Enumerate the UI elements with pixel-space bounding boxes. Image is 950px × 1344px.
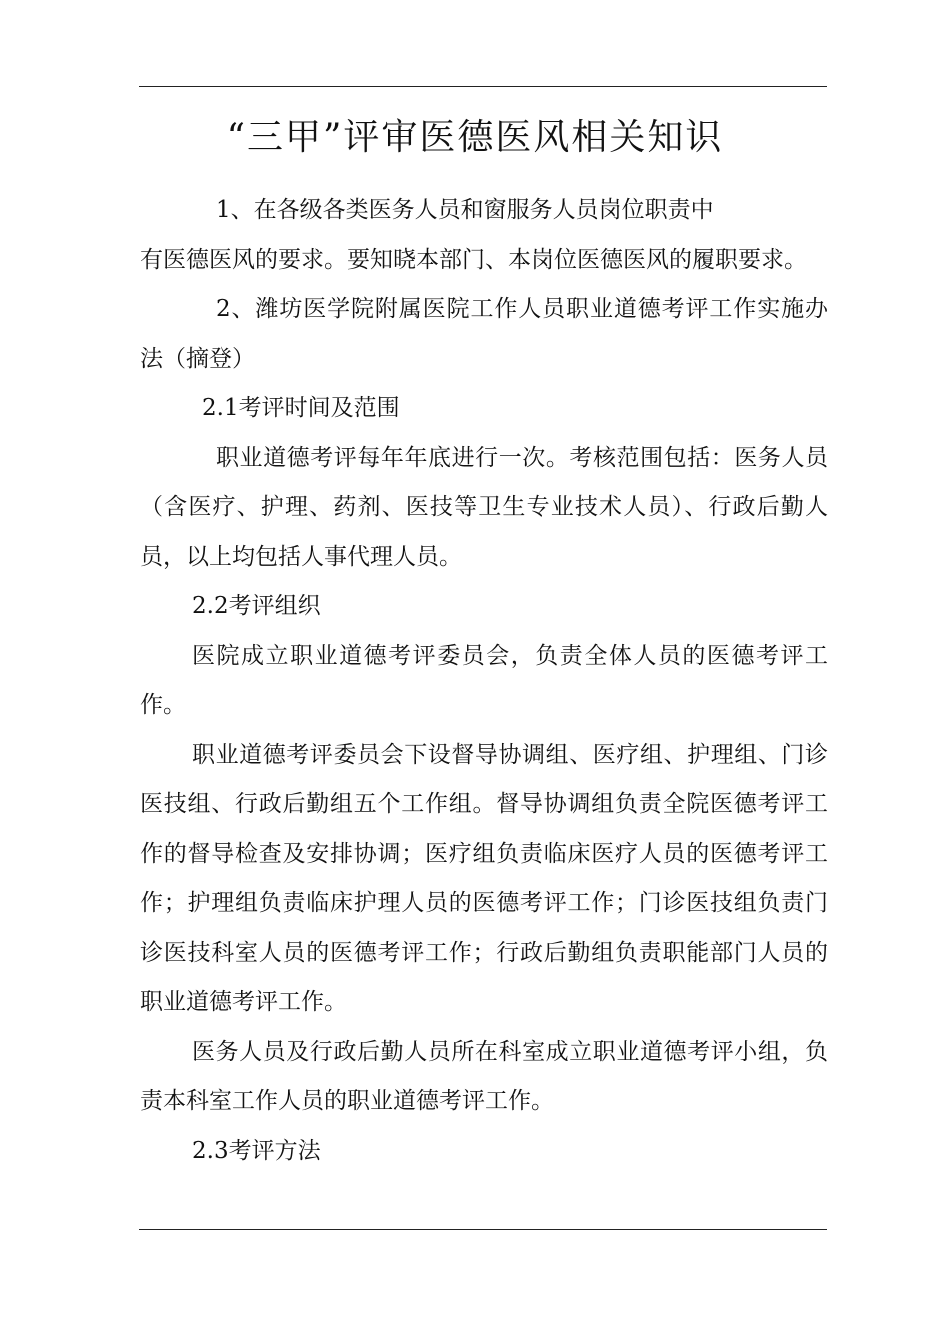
document-title: “三甲”评审医德医风相关知识 [226,117,724,158]
footer-rule [139,1229,827,1230]
paragraph-2: 有医德医风的要求。要知晓本部门、本岗位医德医风的履职要求。 [140,246,807,273]
paragraph-6: 职业道德考评委员会下设督导协调组、医疗组、护理组、门诊医技组、行政后勤组五个工作组。督导协调组负责全院医德考评工作的督导检查及安排协调；医疗组负责临床医疗人员的医德考评工作；护理组负责临床护理人员的医德考评工作；门诊医技组负责门诊医技科室人员的医德考评工作；行政后勤组负责职能部门人员的职业道德考评工作。 [140,741,828,1015]
section-heading-2-2: 2.2考评组织 [192,593,321,619]
paragraph-1: 1、在各级各类医务人员和窗服务人员岗位职责中 [216,197,714,223]
paragraph-7: 医务人员及行政后勤人员所在科室成立职业道德考评小组，负责本科室工作人员的职业道德考评工作。 [140,1038,828,1114]
paragraph-4: 职业道德考评每年年底进行一次。考核范围包括：医务人员（含医疗、护理、药剂、医技等卫生专业技术人员）、行政后勤人员，以上均包括人事代理人员。 [140,444,828,570]
section-heading-2-1: 2.1考评时间及范围 [202,395,400,421]
section-heading-2-3: 2.3考评方法 [192,1137,321,1164]
header-rule [139,86,827,87]
paragraph-3: 2、潍坊医学院附属医院工作人员职业道德考评工作实施办法（摘登） [140,296,828,372]
paragraph-5: 医院成立职业道德考评委员会，负责全体人员的医德考评工作。 [140,642,828,718]
document-body [140,186,828,1176]
